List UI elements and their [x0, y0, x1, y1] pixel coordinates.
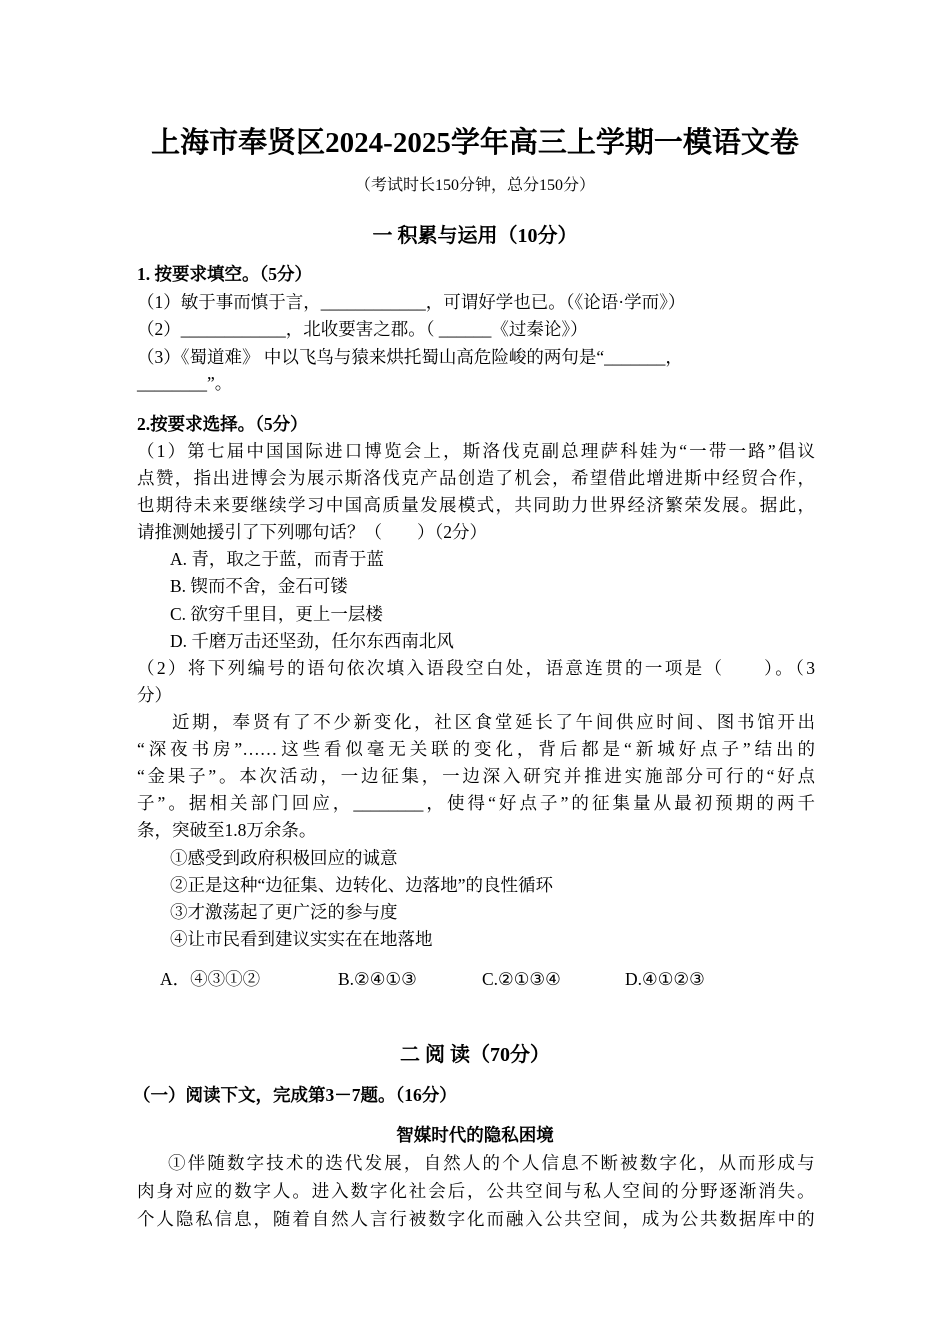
passage-line: 近期，奉贤有了不少新变化，社区食堂延长了午间供应时间、图书馆开出 [172, 712, 815, 732]
question-1-item: ________”。 [137, 373, 233, 393]
exam-info: （考试时长150分钟，总分150分） [354, 177, 595, 194]
question-text-line: （1）第七届中国国际进口博览会上，斯洛伐克副总理萨科娃为“一带一路”倡议 [137, 441, 815, 461]
page-title: 上海市奉贤区2024-2025学年高三上学期一模语文卷 [151, 127, 799, 159]
question-1-item: （2）____________，北收要害之郡。（ ______《过秦论》） [137, 319, 588, 339]
answer-option-c: C.②①③④ [482, 969, 561, 989]
question-text-line: 请推测她援引了下列哪句话？（ ）（2分） [137, 522, 487, 542]
sentence-item: ①感受到政府积极回应的诚意 [170, 848, 398, 868]
answer-option: B. 锲而不舍，金石可镂 [170, 576, 348, 596]
article-line: ①伴随数字技术的迭代发展，自然人的个人信息不断被数字化，从而形成与 [168, 1153, 815, 1173]
answer-option: D. 千磨万击还坚劲，任尔东西南北风 [170, 631, 454, 651]
answer-option: A. 青，取之于蓝，而青于蓝 [170, 549, 384, 569]
answer-option-d: D.④①②③ [625, 969, 705, 989]
sentence-item: ②正是这种“边征集、边转化、边落地”的良性循环 [170, 875, 554, 895]
section-heading-2: 二 阅 读（70分） [400, 1044, 550, 1066]
section-heading-1: 一 积累与运用（10分） [372, 225, 578, 247]
sentence-item: ④让市民看到建议实实在在地落地 [170, 929, 433, 949]
question-text-line: 也期待未来要继续学习中国高质量发展模式，共同助力世界经济繁荣发展。据此， [137, 495, 815, 515]
question-1-item: （3）《蜀道难》 中以飞鸟与猿来烘托蜀山高危险峻的两句是“_______， [137, 347, 683, 367]
question-1-heading: 1. 按要求填空。（5分） [137, 264, 312, 284]
question-text-line: （2）将下列编号的语句依次填入语段空白处，语意连贯的一项是（ ）。（3 [137, 658, 815, 678]
passage-line: “深夜书房”……这些看似毫无关联的变化，背后都是“新城好点子”结出的 [137, 739, 815, 759]
question-text-line: 点赞，指出进博会为展示斯洛伐克产品创造了机会，希望借此增进斯中经贸合作， [137, 468, 815, 488]
sentence-item: ③才激荡起了更广泛的参与度 [170, 902, 398, 922]
question-text-line: 分） [137, 685, 172, 705]
answer-option: C. 欲穷千里目，更上一层楼 [170, 604, 383, 624]
answer-option-a: A．④③①② [160, 969, 261, 989]
question-2-heading: 2.按要求选择。（5分） [137, 414, 308, 434]
passage-line: “金果子”。本次活动，一边征集，一边深入研究并推进实施部分可行的“好点 [137, 766, 815, 786]
reading-subheading: （一）阅读下文，完成第3－7题。（16分） [133, 1085, 457, 1105]
passage-line: 条，突破至1.8万余条。 [137, 820, 317, 840]
answer-option-b: B.②④①③ [338, 969, 417, 989]
question-1-item: （1）敏于事而慎于言，____________，可谓好学也已。（《论语·学而》） [137, 292, 686, 312]
article-title: 智媒时代的隐私困境 [396, 1125, 554, 1145]
article-line: 肉身对应的数字人。进入数字化社会后，公共空间与私人空间的分野逐渐消失。 [137, 1181, 815, 1201]
passage-line: 子”。据相关部门回应，________，使得“好点子”的征集量从最初预期的两千 [137, 793, 815, 813]
article-line: 个人隐私信息，随着自然人言行被数字化而融入公共空间，成为公共数据库中的 [137, 1209, 815, 1229]
